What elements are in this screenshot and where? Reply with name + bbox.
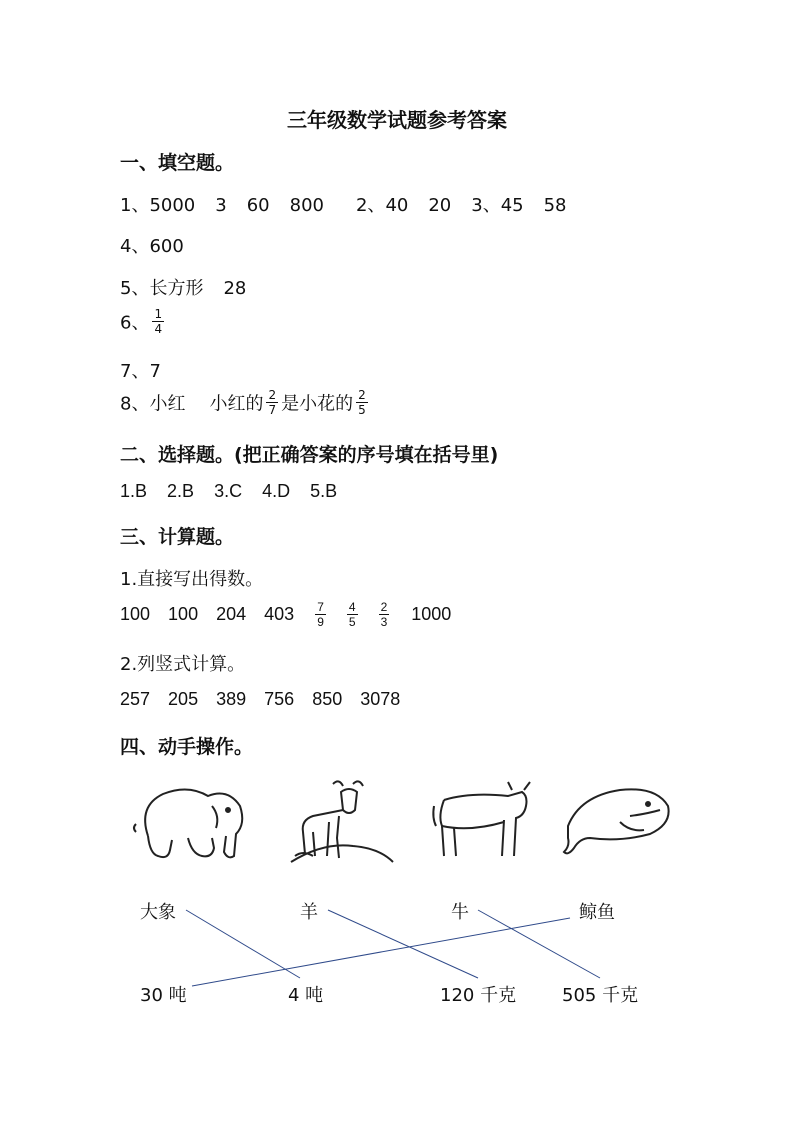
q3-answer-b: 58 [543,195,567,216]
q3-number: 3、 [471,195,501,216]
calc1-answer-last: 1000 [411,604,452,624]
section-hands-on-heading: 四、动手操作。 [120,736,254,758]
weight-label-30-tons: 30 吨 [140,985,187,1006]
calc2-answer: 756 [264,689,295,709]
q1-answer-c: 60 [246,195,270,216]
calc-sub-heading-1: 1.直接写出得数。 [120,569,264,590]
animal-label-whale: 鲸鱼 [579,902,615,923]
animal-label-goat: 羊 [300,902,318,923]
fraction-denominator: 7 [268,403,277,417]
section-fill-heading: 一、填空题。 [120,152,235,174]
fraction-denominator: 5 [358,403,366,417]
page-title: 三年级数学试题参考答案 [287,108,507,132]
q1-number: 1、 [120,195,150,216]
q3-answer-a: 45 [500,195,524,216]
q8-answer-b: 小红的 [209,393,264,415]
fraction-numerator: 7 [317,600,324,614]
q8-answer-a: 小红 [149,393,186,415]
fraction-numerator: 1 [154,307,163,321]
calc2-answer: 257 [120,689,151,709]
section-calc-heading: 三、计算题。 [120,526,235,548]
match-line-elephant [186,910,300,978]
calc1-answer: 204 [216,604,247,624]
q1-answer-a: 5000 [149,195,196,216]
fraction-numerator: 4 [348,600,356,614]
q2-answer-a: 40 [385,195,409,216]
q4-number: 4、 [120,236,150,257]
fraction-denominator: 5 [348,615,356,629]
calc-sub-heading-2: 2.列竖式计算。 [120,654,246,675]
calc2-answer: 850 [312,689,343,709]
q5-answer-b: 28 [223,278,247,299]
weight-label-120-kg: 120 千克 [440,985,517,1006]
fraction-denominator: 4 [154,322,163,336]
animal-label-elephant: 大象 [140,902,176,923]
animal-label-cow: 牛 [451,902,469,923]
q7-answer: 7 [149,361,161,382]
fraction-numerator: 2 [358,388,366,402]
q1-answer-b: 3 [215,195,227,216]
choice-answer-3: 3.C [214,481,243,501]
weight-label-505-kg: 505 千克 [562,985,639,1006]
q7-number: 7、 [120,361,150,382]
q8-answer-c: 是小花的 [281,393,354,415]
q2-number: 2、 [355,195,386,216]
match-line-cow [478,910,600,978]
q4-answer: 600 [149,236,184,257]
choice-answer-1: 1.B [120,481,148,501]
fraction-numerator: 2 [380,600,388,614]
calc2-answer: 3078 [360,689,401,709]
q2-answer-b: 20 [428,195,452,216]
match-line-goat [328,910,478,978]
q6-number: 6、 [120,312,150,334]
fraction-numerator: 2 [268,388,277,402]
choice-answer-5: 5.B [310,481,338,501]
q5-answer-a: 长方形 [149,278,204,299]
match-line-whale [192,918,570,986]
choice-answer-4: 4.D [262,481,291,501]
q1-answer-d: 800 [289,195,324,216]
q5-number: 5、 [120,278,150,299]
calc1-answer: 403 [264,604,295,624]
calc2-answer: 205 [168,689,199,709]
section-choice-heading: 二、选择题。(把正确答案的序号填在括号里) [120,444,499,466]
calc1-answer: 100 [168,604,199,624]
calc1-answer: 100 [120,604,151,624]
calc2-answer: 389 [216,689,247,709]
choice-answer-2: 2.B [167,481,195,501]
fraction-denominator: 9 [317,615,324,629]
q8-number: 8、 [120,393,150,415]
weight-label-4-tons: 4 吨 [288,985,324,1006]
fraction-denominator: 3 [380,615,388,629]
